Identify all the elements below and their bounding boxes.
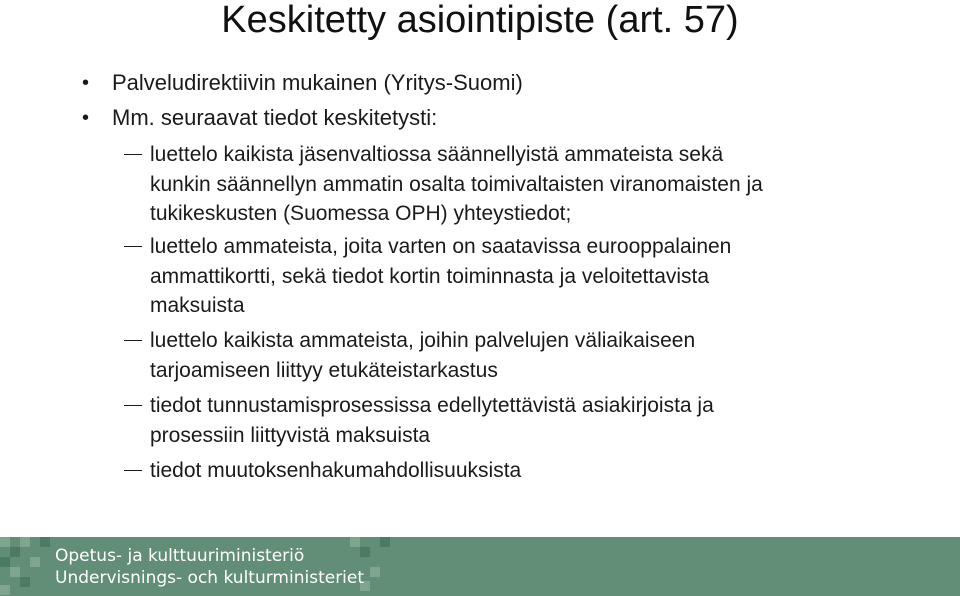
slide-title: Keskitetty asiointipiste (art. 57) xyxy=(221,0,739,41)
footer-pattern-tile xyxy=(380,537,390,547)
footer-pattern-tile xyxy=(10,567,20,577)
sub-item-line: luettelo ammateista, joita varten on saatavissa eurooppalainen xyxy=(150,235,732,258)
sub-item-line: luettelo kaikista jäsenvaltiossa säännellyistä ammateista sekä xyxy=(150,143,724,166)
ministry-name-finnish: Opetus- ja kulttuuriministeriö xyxy=(55,546,305,566)
sub-item-line: maksuista xyxy=(150,294,245,317)
dash-marker xyxy=(124,340,142,341)
ministry-name-swedish: Undervisnings- och kulturministeriet xyxy=(55,568,365,588)
sub-item-line: tiedot tunnustamisprosessissa edellytettävistä asiakirjoista ja xyxy=(150,394,714,417)
ministry-name xyxy=(55,545,364,589)
sub-item-line: kunkin säännellyn ammatin osalta toimivaltaisten viranomaisten ja xyxy=(150,172,763,196)
sub-item-line: luettelo kaikista ammateista, joihin palvelujen väliaikaiseen xyxy=(150,329,696,352)
footer-pattern-tile xyxy=(10,547,20,557)
footer-pattern-tile xyxy=(0,557,10,567)
dash-marker xyxy=(124,405,142,406)
footer-pattern-tile xyxy=(0,585,10,595)
footer-pattern-tile xyxy=(0,537,10,547)
dash-marker xyxy=(124,154,142,155)
sub-item-line: ammattikortti, sekä tiedot kortin toiminnasta ja veloitettavista xyxy=(150,264,710,288)
bullet-marker: • xyxy=(82,72,90,94)
dash-marker xyxy=(124,246,142,247)
footer-banner xyxy=(0,537,960,596)
sub-item-line: tarjoamiseen liittyy etukäteistarkastus xyxy=(150,358,498,382)
bullet-text: Palveludirektiivin mukainen (Yritys-Suomi) xyxy=(112,70,523,95)
sub-item-line: tukikeskusten (Suomessa OPH) yhteystiedot; xyxy=(150,202,572,225)
footer-pattern-tile xyxy=(20,537,30,547)
sub-item-line: prosessiin liittyvistä maksuista xyxy=(150,423,431,447)
bullet-marker: • xyxy=(82,107,90,129)
footer-pattern-tile xyxy=(40,537,50,547)
footer-pattern-tile xyxy=(370,567,380,577)
sub-item-line: tiedot muutoksenhakumahdollisuuksista xyxy=(150,459,522,482)
dash-marker xyxy=(124,470,142,471)
footer-pattern-tile xyxy=(20,577,30,587)
bullet-text: Mm. seuraavat tiedot keskitetysti: xyxy=(112,105,438,130)
footer-pattern-tile xyxy=(30,557,40,567)
